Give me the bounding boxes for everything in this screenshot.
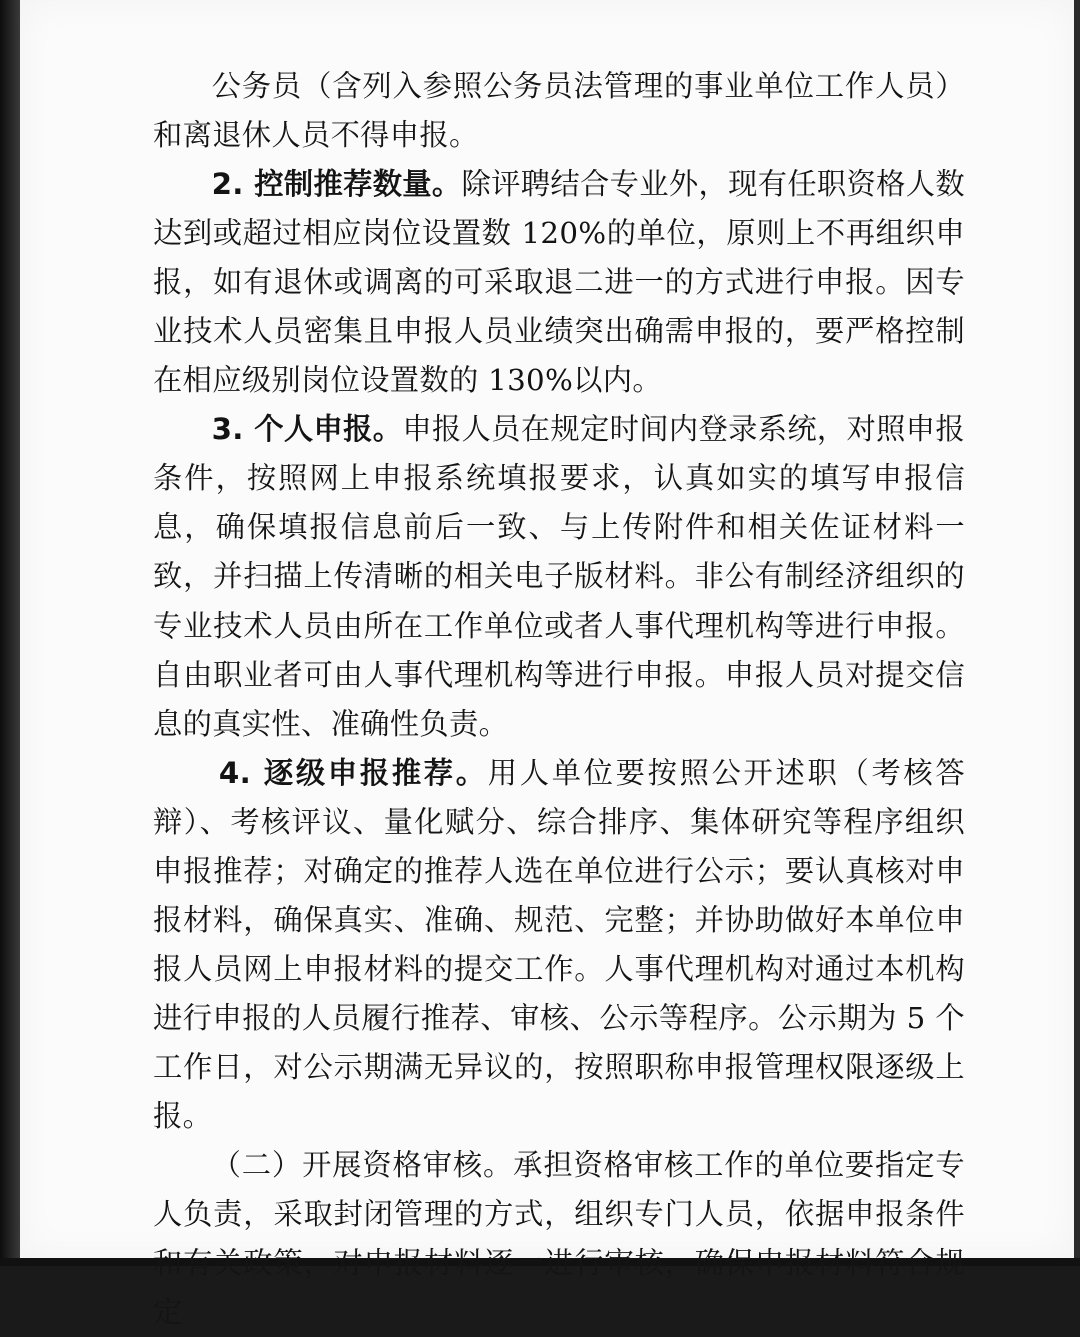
photo-frame-right	[1074, 0, 1080, 1266]
paragraph-text: 公务员（含列入参照公务员法管理的事业单位工作人员）和离退休人员不得申报。	[153, 69, 965, 153]
paragraph-text: 除评聘结合专业外，现有任职资格人数达到或超过相应岗位设置数 120%的单位，原则上不再组织申报，如有退休或调离的可采取退二进一的方式进行申报。因专业技术人员密集且申报人员业绩突出确需申报的，要严格控制在相应级别岗位设置数的 130%以内。	[153, 167, 965, 398]
paragraph-text: 用人单位要按照公开述职（考核答辩）、考核评议、量化赋分、综合排序、集体研究等程序组织申报推荐；对确定的推荐人选在单位进行公示；要认真核对申报材料，确保真实、准确、规范、完整；并协助做好本单位申报人员网上申报材料的提交工作。人事代理机构对通过本机构进行申报的人员履行推荐、审核、公示等程序。公示期为 5 个工作日，对公示期满无异议的，按照职称申报管理权限逐级上报。	[153, 755, 966, 1133]
paragraph-eligibility-exclusion	[153, 62, 965, 160]
photo-frame-left	[0, 0, 20, 1266]
document-body	[153, 62, 965, 1337]
paragraph-personal-application	[153, 405, 965, 748]
paragraph-qualification-review	[153, 1141, 965, 1337]
section-heading: 3. 个人申报。	[211, 412, 403, 447]
paragraph-control-quota	[153, 160, 965, 405]
section-heading: 4. 逐级申报推荐。	[218, 755, 488, 790]
document-page	[20, 0, 1074, 1330]
paragraph-step-by-step-recommendation	[153, 749, 965, 1141]
paragraph-text: 申报人员在规定时间内登录系统，对照申报条件，按照网上申报系统填报要求，认真如实的填写申报信息，确保填报信息前后一致、与上传附件和相关佐证材料一致，并扫描上传清晰的相关电子版材料。非公有制经济组织的专业技术人员由所在工作单位或者人事代理机构等进行申报。自由职业者可由人事代理机构等进行申报。申报人员对提交信息的真实性、准确性负责。	[153, 412, 965, 741]
section-heading: 2. 控制推荐数量。	[211, 167, 462, 202]
paragraph-text: （二）开展资格审核。承担资格审核工作的单位要指定专人负责，采取封闭管理的方式，组织专门人员，依据申报条件和有关政策，对申报材料逐一进行审核，确保申报材料符合规定	[153, 1148, 965, 1330]
